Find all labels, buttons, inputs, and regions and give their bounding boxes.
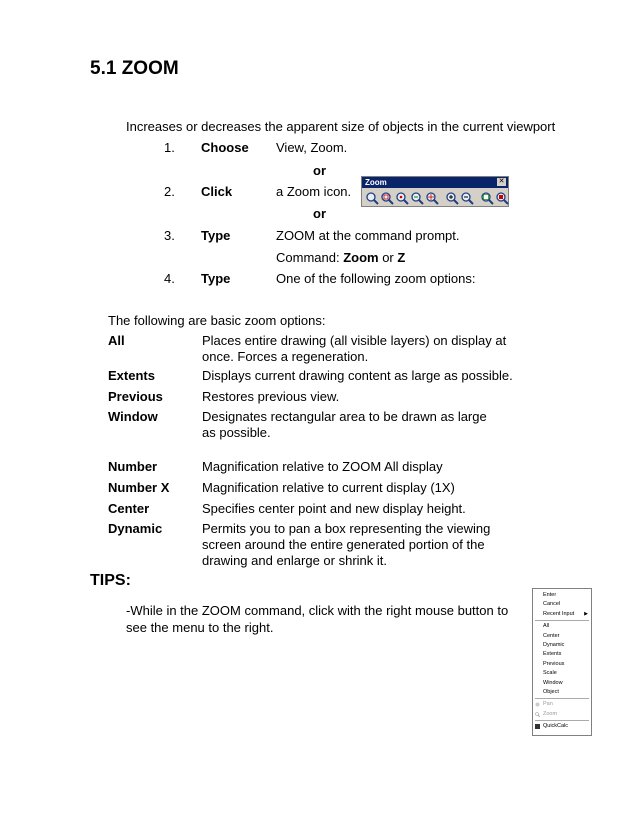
menu-separator — [535, 720, 589, 721]
tips-text: -While in the ZOOM command, click with the right mouse button to see the menu to the right. — [126, 603, 509, 635]
page-title: 5.1 ZOOM — [90, 58, 179, 79]
tips-heading: TIPS: — [90, 572, 131, 589]
menu-item-label: QuickCalc — [543, 723, 569, 730]
menu-item-zoom[interactable] — [533, 710, 591, 719]
menu-item-quickcalc[interactable] — [533, 722, 591, 731]
option-name-dynamic: Dynamic — [108, 521, 163, 536]
option-desc-extents: Displays current drawing content as large as possible. — [202, 368, 513, 383]
menu-item-label: Pan — [543, 701, 553, 708]
menu-item-all[interactable] — [533, 622, 591, 631]
menu-item-scale[interactable] — [533, 669, 591, 678]
zoom-out-icon[interactable] — [460, 191, 474, 205]
option-desc-previous: Restores previous view. — [202, 389, 340, 404]
step-3-number: 3. — [164, 228, 175, 243]
zoom-toolbar-title: Zoom — [362, 177, 508, 188]
menu-item-label: Recent Input — [543, 610, 575, 617]
menu-item-window[interactable] — [533, 679, 591, 688]
menu-item-center[interactable] — [533, 632, 591, 641]
command-prefix: Command: — [276, 250, 344, 265]
menu-item-label: Center — [543, 632, 560, 639]
or-label-1: or — [313, 163, 326, 178]
intro-text: Increases or decreases the apparent size of objects in the current viewport — [126, 119, 556, 134]
step-4-number: 4. — [164, 271, 175, 286]
command-z: Z — [397, 250, 406, 265]
zoom-toolbar — [361, 176, 509, 207]
menu-item-label: Zoom — [543, 710, 558, 717]
zoom-all-icon[interactable] — [480, 191, 494, 205]
command-zoom: Zoom — [343, 250, 379, 265]
menu-item-cancel[interactable] — [533, 600, 591, 609]
menu-item-label: All — [543, 623, 550, 630]
menu-item-label: Cancel — [543, 601, 561, 608]
zoom-scale-icon[interactable] — [410, 191, 424, 205]
menu-item-label: Previous — [543, 660, 565, 667]
step-1-desc: View, Zoom. — [276, 140, 348, 155]
step-1-verb: Choose — [201, 140, 249, 155]
option-desc-number-x: Magnification relative to current display (1X) — [202, 480, 455, 495]
menu-separator — [535, 620, 589, 621]
menu-separator — [535, 698, 589, 699]
option-name-number-x: Number X — [108, 480, 170, 495]
option-desc-all: Places entire drawing (all visible layers) on display at once. Forces a regeneration. — [202, 333, 507, 364]
step-2-verb: Click — [201, 184, 233, 199]
step-3-desc: ZOOM at the command prompt. — [276, 228, 460, 243]
menu-item-label: Dynamic — [543, 641, 565, 648]
command-or: or — [378, 250, 398, 265]
menu-item-label: Extents — [543, 651, 562, 658]
option-name-previous: Previous — [108, 389, 163, 404]
menu-item-previous[interactable] — [533, 660, 591, 669]
option-name-extents: Extents — [108, 368, 155, 383]
option-desc-number: Magnification relative to ZOOM All display — [202, 459, 443, 474]
zoom-extents-icon[interactable] — [495, 191, 509, 205]
zoom-dynamic-icon[interactable] — [395, 191, 409, 205]
step-2-desc: a Zoom icon. — [276, 184, 352, 199]
close-icon[interactable]: ✕ — [498, 178, 505, 185]
zoom-in-icon[interactable] — [445, 191, 459, 205]
menu-item-label: Window — [543, 679, 563, 686]
options-intro: The following are basic zoom options: — [108, 313, 326, 328]
menu-item-label: Scale — [543, 670, 557, 677]
option-name-center: Center — [108, 501, 150, 516]
pan-hand-icon — [535, 702, 540, 707]
command-line — [276, 250, 405, 265]
menu-item-label: Object — [543, 688, 559, 695]
zoom-toolbar-icons — [365, 191, 509, 205]
option-desc-center: Specifies center point and new display height. — [202, 501, 466, 516]
menu-item-recent-input[interactable] — [533, 610, 591, 619]
submenu-arrow-icon: ▶ — [584, 610, 588, 617]
menu-item-dynamic[interactable] — [533, 641, 591, 650]
menu-item-label: Enter — [543, 592, 557, 598]
step-3-verb: Type — [201, 228, 231, 243]
or-label-2: or — [313, 206, 326, 221]
zoom-realtime-icon[interactable] — [365, 191, 379, 205]
step-4-verb: Type — [201, 271, 231, 286]
step-1-number: 1. — [164, 140, 175, 155]
zoom-center-icon[interactable] — [425, 191, 439, 205]
option-name-number: Number — [108, 459, 158, 474]
option-desc-window: Designates rectangular area to be drawn as large as possible. — [202, 409, 487, 440]
menu-item-extents[interactable] — [533, 650, 591, 659]
option-desc-dynamic: Permits you to pan a box representing the viewing screen around the entire generated portion of the drawing and enlarge or shrink it. — [202, 521, 491, 568]
step-4-desc: One of the following zoom options: — [276, 271, 476, 286]
step-2-number: 2. — [164, 184, 175, 199]
context-menu — [532, 588, 592, 736]
calculator-icon — [535, 724, 540, 729]
zoom-magnifier-icon — [535, 712, 540, 717]
menu-item-object[interactable] — [533, 688, 591, 697]
option-name-window: Window — [108, 409, 158, 424]
zoom-window-icon[interactable] — [380, 191, 394, 205]
menu-item-pan[interactable] — [533, 700, 591, 709]
option-name-all: All — [108, 333, 125, 348]
menu-item-enter[interactable] — [533, 591, 591, 600]
